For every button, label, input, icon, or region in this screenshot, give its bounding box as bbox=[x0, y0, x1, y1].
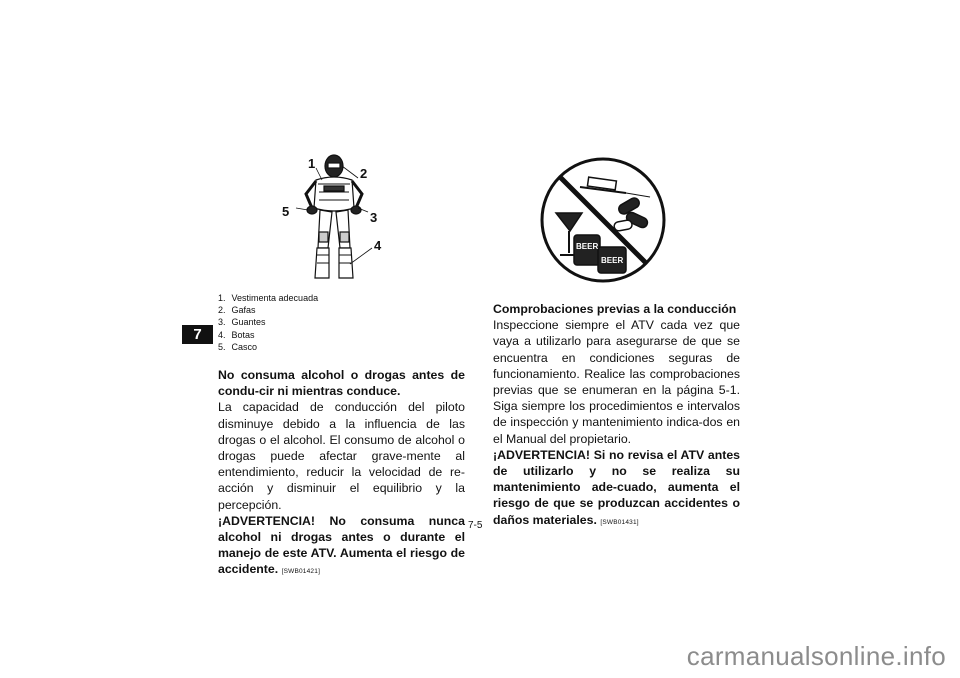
caption-row bbox=[218, 316, 318, 328]
caption-text: Gafas bbox=[231, 305, 256, 316]
warning-text bbox=[218, 513, 465, 581]
left-column bbox=[218, 367, 465, 581]
watermark-text: carmanualsonline.info bbox=[686, 641, 946, 671]
caption-number: 2. bbox=[218, 305, 226, 316]
page-number: 7-5 bbox=[468, 520, 483, 531]
caption-text: Casco bbox=[231, 341, 258, 352]
caption-text: Guantes bbox=[231, 317, 266, 328]
callout-1: 1 bbox=[308, 156, 316, 171]
caption-number: 5. bbox=[218, 341, 226, 352]
callout-5: 5 bbox=[282, 204, 290, 219]
body-text: Inspeccione siempre el ATV cada vez que vaya a utilizarlo para asegurarse de que se encuentra en condiciones seguras de funcionamiento. Realice las comprobaciones previas que se enumeran en la página 5-1. Siga siempre los procedimientos e intervalos de inspección y mantenimiento indica-dos en el Manual del propietario. bbox=[493, 318, 740, 446]
warning-text bbox=[493, 447, 740, 531]
warning-message: ¡ADVERTENCIA! Si no revisa el ATV antes de utilizarlo y no se realiza su mantenimiento ade-cuado, aumenta el riesgo de que se produzcan accidentes o daños materiales. bbox=[493, 447, 740, 527]
section-heading-precheck: Comprobaciones previas a la conducción bbox=[493, 302, 737, 316]
warning-code: [SWB01421] bbox=[281, 568, 321, 576]
chapter-tab: 7 bbox=[182, 325, 213, 344]
body-text: La capacidad de conducción del piloto disminuye debido a la influencia de las drogas o el alcohol. El consumo de alcohol o drogas puede afectar grave-mente al entendimiento, reducir la velocidad de re-acción y disminuir el equilibrio y la percepción. bbox=[218, 400, 465, 512]
figure-captions bbox=[218, 292, 318, 353]
caption-number: 4. bbox=[218, 329, 226, 340]
no-alcohol-drugs-sign bbox=[538, 155, 668, 285]
callout-2: 2 bbox=[360, 166, 368, 181]
can-label-1: BEER bbox=[576, 242, 599, 251]
caption-number: 1. bbox=[218, 293, 226, 303]
caption-row bbox=[218, 329, 318, 341]
caption-text: Botas bbox=[231, 329, 255, 340]
warning-message: ¡ADVERTENCIA! No consuma nunca alcohol ni drogas antes o durante el manejo de este ATV. Aumenta el riesgo de accidente. bbox=[218, 513, 465, 577]
caption-text: Vestimenta adecuada bbox=[231, 293, 319, 303]
caption-number: 3. bbox=[218, 317, 226, 328]
caption-row bbox=[218, 304, 318, 316]
right-column bbox=[493, 301, 740, 531]
callout-3: 3 bbox=[370, 210, 378, 225]
callout-4: 4 bbox=[374, 238, 382, 253]
can-label-2: BEER bbox=[601, 256, 624, 265]
caption-row bbox=[218, 292, 318, 304]
section-heading-alcohol: No consuma alcohol o drogas antes de condu-cir ni mientras conduce. bbox=[218, 368, 465, 399]
caption-row bbox=[218, 341, 318, 353]
rider-gear-illustration bbox=[272, 150, 397, 288]
warning-code: [SWB01431] bbox=[600, 518, 639, 526]
